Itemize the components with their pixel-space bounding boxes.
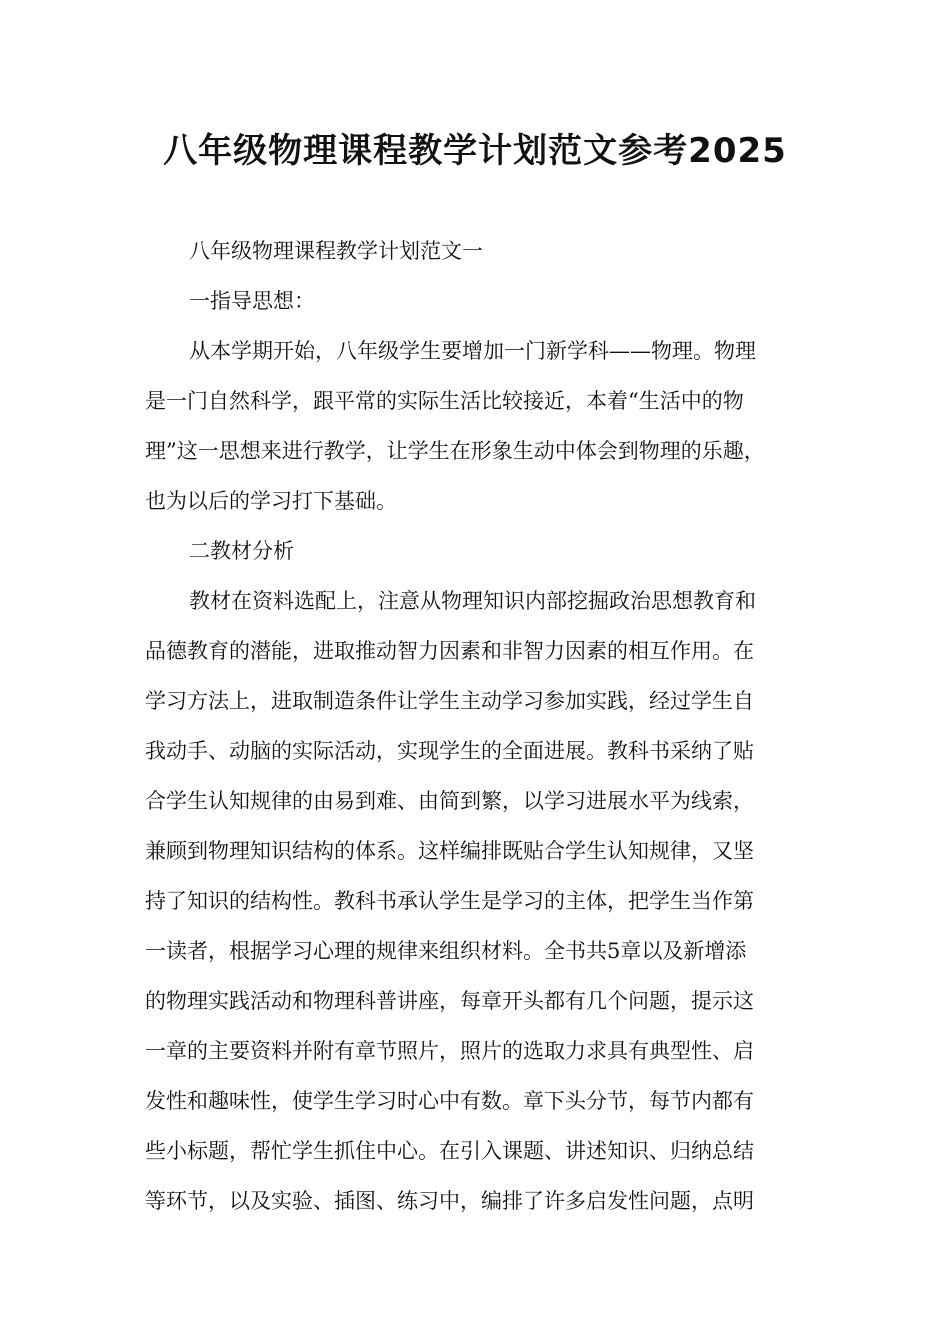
- paragraph-line: 理”这一思想来进行教学，让学生在形象生动中体会到物理的乐趣，: [145, 439, 765, 463]
- paragraph-line: 一章的主要资料并附有章节照片，照片的选取力求具有典型性、启: [145, 1039, 754, 1063]
- paragraph-line: 的物理实践活动和物理科普讲座，每章开头都有几个问题，提示这: [145, 989, 754, 1013]
- paragraph-line: 也为以后的学习打下基础。: [145, 489, 397, 513]
- paragraph-line: 等环节，以及实验、插图、练习中，编排了许多启发性问题，点明: [145, 1189, 754, 1213]
- paragraph-line: 持了知识的结构性。教科书承认学生是学习的主体，把学生当作第: [145, 889, 754, 913]
- paragraph-line: 兼顾到物理知识结构的体系。这样编排既贴合学生认知规律，又坚: [145, 839, 754, 863]
- document-title: 八年级物理课程教学计划范文参考2025: [163, 131, 787, 171]
- section-heading-guiding-idea: 一指导思想：: [189, 289, 315, 313]
- paragraph-line: 一读者，根据学习心理的规律来组织材料。全书共5章以及新增添: [145, 939, 747, 963]
- document-body: [145, 226, 821, 1226]
- paragraph-line: 我动手、动脑的实际活动，实现学生的全面进展。教科书采纳了贴: [145, 739, 754, 763]
- section-heading-sample-one: 八年级物理课程教学计划范文一: [189, 239, 483, 263]
- paragraph-line: 品德教育的潜能，进取推动智力因素和非智力因素的相互作用。在: [145, 639, 754, 663]
- paragraph-line: 教材在资料选配上，注意从物理知识内部挖掘政治思想教育和: [189, 589, 756, 613]
- paragraph-line: 些小标题，帮忙学生抓住中心。在引入课题、讲述知识、归纳总结: [145, 1139, 754, 1163]
- paragraph-line: 发性和趣味性，使学生学习时心中有数。章下头分节，每节内都有: [145, 1089, 754, 1113]
- paragraph-line: 学习方法上，进取制造条件让学生主动学习参加实践，经过学生自: [145, 689, 754, 713]
- paragraph-line: 是一门自然科学，跟平常的实际生活比较接近，本着“生活中的物: [145, 389, 744, 413]
- section-heading-textbook-analysis: 二教材分析: [189, 539, 294, 563]
- paragraph-line: 从本学期开始，八年级学生要增加一门新学科——物理。物理: [189, 339, 756, 363]
- paragraph-line: 合学生认知规律的由易到难、由简到繁，以学习进展水平为线索，: [145, 789, 754, 813]
